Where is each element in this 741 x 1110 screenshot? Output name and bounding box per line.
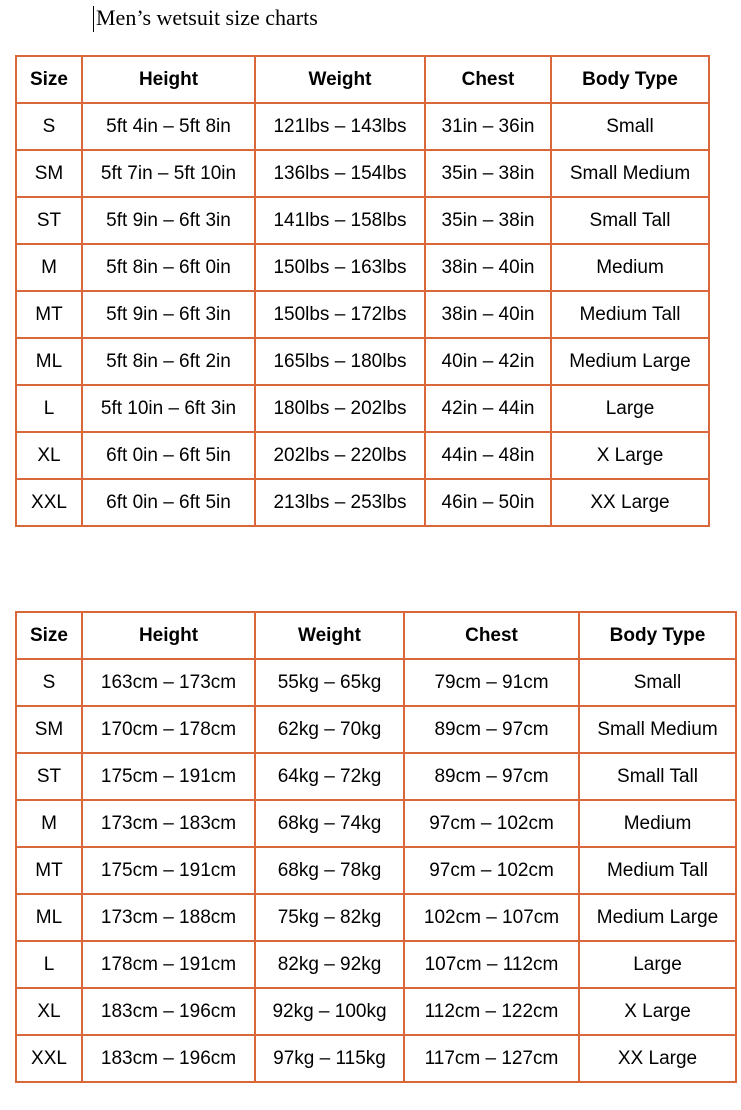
cell-height: 163cm – 173cm [82, 659, 255, 706]
table-row [16, 197, 709, 244]
cell-weight: 136lbs – 154lbs [255, 150, 425, 197]
cell-chest: 112cm – 122cm [404, 988, 579, 1035]
cell-height: 178cm – 191cm [82, 941, 255, 988]
table-row [16, 800, 736, 847]
cell-chest: 35in – 38in [425, 197, 551, 244]
table-row [16, 847, 736, 894]
cell-body-type: Small Tall [551, 197, 709, 244]
cell-chest: 107cm – 112cm [404, 941, 579, 988]
cell-body-type: Medium Tall [551, 291, 709, 338]
cell-size: XXL [16, 1035, 82, 1082]
cell-chest: 46in – 50in [425, 479, 551, 526]
cell-weight: 180lbs – 202lbs [255, 385, 425, 432]
cell-body-type: XX Large [551, 479, 709, 526]
cell-body-type: X Large [579, 988, 736, 1035]
table-row [16, 1035, 736, 1082]
table-header-row [16, 56, 709, 103]
cell-weight: 213lbs – 253lbs [255, 479, 425, 526]
cell-size: M [16, 800, 82, 847]
cell-size: XL [16, 432, 82, 479]
cell-height: 5ft 7in – 5ft 10in [82, 150, 255, 197]
metric-size-table [15, 611, 737, 1083]
cell-chest: 42in – 44in [425, 385, 551, 432]
table-row [16, 988, 736, 1035]
cell-body-type: Small [551, 103, 709, 150]
cell-size: SM [16, 706, 82, 753]
table-row [16, 103, 709, 150]
cell-body-type: Small Tall [579, 753, 736, 800]
cell-chest: 44in – 48in [425, 432, 551, 479]
cell-chest: 40in – 42in [425, 338, 551, 385]
cell-chest: 31in – 36in [425, 103, 551, 150]
cell-height: 175cm – 191cm [82, 753, 255, 800]
cell-chest: 89cm – 97cm [404, 706, 579, 753]
cell-size: MT [16, 291, 82, 338]
table-row [16, 338, 709, 385]
table-row [16, 659, 736, 706]
cell-weight: 165lbs – 180lbs [255, 338, 425, 385]
cell-body-type: Small Medium [551, 150, 709, 197]
cell-chest: 97cm – 102cm [404, 800, 579, 847]
cell-body-type: Small [579, 659, 736, 706]
table-header-row [16, 612, 736, 659]
cell-height: 6ft 0in – 6ft 5in [82, 479, 255, 526]
header-height: Height [82, 56, 255, 103]
cell-body-type: Medium [551, 244, 709, 291]
page-title: Men’s wetsuit size charts [96, 5, 318, 30]
cell-body-type: Medium Large [551, 338, 709, 385]
cell-size: M [16, 244, 82, 291]
cell-weight: 150lbs – 163lbs [255, 244, 425, 291]
cell-height: 173cm – 188cm [82, 894, 255, 941]
cell-weight: 150lbs – 172lbs [255, 291, 425, 338]
header-size: Size [16, 56, 82, 103]
cell-height: 5ft 4in – 5ft 8in [82, 103, 255, 150]
cell-weight: 75kg – 82kg [255, 894, 404, 941]
header-height: Height [82, 612, 255, 659]
cell-height: 183cm – 196cm [82, 988, 255, 1035]
cell-chest: 89cm – 97cm [404, 753, 579, 800]
cell-body-type: X Large [551, 432, 709, 479]
header-chest: Chest [404, 612, 579, 659]
header-body-type: Body Type [551, 56, 709, 103]
cell-body-type: XX Large [579, 1035, 736, 1082]
cell-body-type: Medium [579, 800, 736, 847]
cell-chest: 97cm – 102cm [404, 847, 579, 894]
cell-height: 5ft 8in – 6ft 2in [82, 338, 255, 385]
table-row [16, 941, 736, 988]
cell-body-type: Large [579, 941, 736, 988]
cell-weight: 55kg – 65kg [255, 659, 404, 706]
cell-height: 5ft 9in – 6ft 3in [82, 291, 255, 338]
cell-height: 170cm – 178cm [82, 706, 255, 753]
table-row [16, 432, 709, 479]
cell-chest: 117cm – 127cm [404, 1035, 579, 1082]
imperial-size-table [15, 55, 710, 527]
cell-weight: 68kg – 78kg [255, 847, 404, 894]
cell-weight: 92kg – 100kg [255, 988, 404, 1035]
cell-height: 5ft 9in – 6ft 3in [82, 197, 255, 244]
cell-weight: 62kg – 70kg [255, 706, 404, 753]
cell-height: 173cm – 183cm [82, 800, 255, 847]
table-row [16, 753, 736, 800]
cell-size: L [16, 941, 82, 988]
header-chest: Chest [425, 56, 551, 103]
text-cursor [93, 6, 94, 32]
cell-chest: 38in – 40in [425, 291, 551, 338]
cell-weight: 141lbs – 158lbs [255, 197, 425, 244]
cell-size: ST [16, 197, 82, 244]
cell-weight: 202lbs – 220lbs [255, 432, 425, 479]
cell-size: ST [16, 753, 82, 800]
cell-size: XL [16, 988, 82, 1035]
cell-weight: 64kg – 72kg [255, 753, 404, 800]
cell-weight: 82kg – 92kg [255, 941, 404, 988]
cell-chest: 102cm – 107cm [404, 894, 579, 941]
table-row [16, 385, 709, 432]
cell-size: S [16, 103, 82, 150]
header-weight: Weight [255, 56, 425, 103]
cell-weight: 121lbs – 143lbs [255, 103, 425, 150]
table-row [16, 244, 709, 291]
table-row [16, 291, 709, 338]
cell-height: 175cm – 191cm [82, 847, 255, 894]
cell-chest: 38in – 40in [425, 244, 551, 291]
cell-size: ML [16, 894, 82, 941]
cell-size: S [16, 659, 82, 706]
cell-height: 183cm – 196cm [82, 1035, 255, 1082]
cell-chest: 35in – 38in [425, 150, 551, 197]
table-row [16, 894, 736, 941]
table-row [16, 706, 736, 753]
cell-height: 5ft 10in – 6ft 3in [82, 385, 255, 432]
cell-body-type: Medium Large [579, 894, 736, 941]
cell-size: SM [16, 150, 82, 197]
cell-body-type: Medium Tall [579, 847, 736, 894]
cell-size: MT [16, 847, 82, 894]
cell-chest: 79cm – 91cm [404, 659, 579, 706]
cell-body-type: Small Medium [579, 706, 736, 753]
cell-body-type: Large [551, 385, 709, 432]
cell-height: 6ft 0in – 6ft 5in [82, 432, 255, 479]
header-body-type: Body Type [579, 612, 736, 659]
header-size: Size [16, 612, 82, 659]
table-row [16, 479, 709, 526]
cell-weight: 68kg – 74kg [255, 800, 404, 847]
header-weight: Weight [255, 612, 404, 659]
cell-weight: 97kg – 115kg [255, 1035, 404, 1082]
table-row [16, 150, 709, 197]
cell-size: XXL [16, 479, 82, 526]
cell-height: 5ft 8in – 6ft 0in [82, 244, 255, 291]
cell-size: ML [16, 338, 82, 385]
cell-size: L [16, 385, 82, 432]
